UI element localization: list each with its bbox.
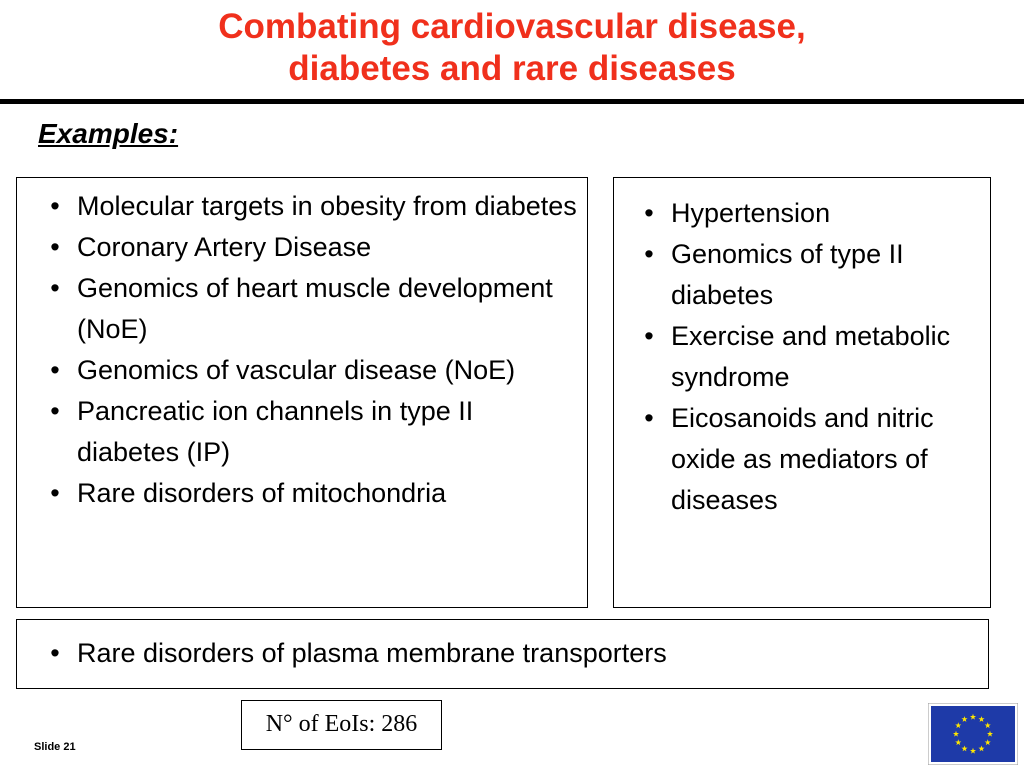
bullet-icon: • bbox=[50, 638, 60, 668]
bullet-icon: • bbox=[50, 191, 60, 221]
list-item-text: Coronary Artery Disease bbox=[77, 232, 372, 262]
eoi-count-box: N° of EoIs: 286 bbox=[241, 700, 442, 750]
list-item bbox=[33, 391, 581, 473]
list-item bbox=[33, 350, 581, 391]
list-item-text: Exercise and metabolic syndrome bbox=[671, 321, 951, 392]
bullet-icon: • bbox=[50, 273, 60, 303]
examples-heading: Examples: bbox=[38, 118, 179, 149]
bullet-icon: • bbox=[644, 239, 654, 269]
left-examples-box bbox=[16, 177, 588, 608]
bullet-icon: • bbox=[644, 403, 654, 433]
bullet-icon: • bbox=[50, 232, 60, 262]
list-item-text: Pancreatic ion channels in type II diabetes (IP) bbox=[77, 396, 474, 467]
bullet-icon: • bbox=[644, 321, 654, 351]
list-item-text: Hypertension bbox=[671, 198, 831, 228]
bullet-icon: • bbox=[50, 478, 60, 508]
list-item bbox=[33, 268, 581, 350]
list-item-text: Eicosanoids and nitric oxide as mediators of diseases bbox=[671, 403, 934, 515]
list-item-text: Molecular targets in obesity from diabetes bbox=[77, 191, 577, 221]
list-item bbox=[33, 473, 581, 514]
title-line-1: Combating cardiovascular disease, bbox=[218, 7, 806, 46]
left-bullet-list bbox=[33, 186, 581, 514]
list-item bbox=[627, 193, 989, 234]
list-item-text: Genomics of type II diabetes bbox=[671, 239, 904, 310]
bottom-bullet-list bbox=[33, 633, 973, 674]
list-item bbox=[627, 398, 989, 521]
bullet-icon: • bbox=[50, 396, 60, 426]
list-item-text: Rare disorders of plasma membrane transporters bbox=[77, 638, 667, 668]
right-examples-box bbox=[613, 177, 991, 608]
list-item bbox=[33, 186, 581, 227]
list-item-text: Genomics of vascular disease (NoE) bbox=[77, 355, 516, 385]
list-item-text: Rare disorders of mitochondria bbox=[77, 478, 447, 508]
bullet-icon: • bbox=[50, 355, 60, 385]
list-item bbox=[33, 633, 973, 674]
title-divider bbox=[0, 99, 1024, 104]
title-line-2: diabetes and rare diseases bbox=[288, 49, 736, 88]
slide-number: Slide 21 bbox=[34, 741, 76, 753]
list-item bbox=[627, 234, 989, 316]
list-item-text: Genomics of heart muscle development (NoE) bbox=[77, 273, 553, 344]
slide-title bbox=[0, 6, 1024, 90]
bottom-examples-box bbox=[16, 619, 989, 689]
right-bullet-list bbox=[627, 193, 989, 521]
bullet-icon: • bbox=[644, 198, 654, 228]
list-item bbox=[33, 227, 581, 268]
eu-flag-icon bbox=[928, 703, 1018, 765]
list-item bbox=[627, 316, 989, 398]
